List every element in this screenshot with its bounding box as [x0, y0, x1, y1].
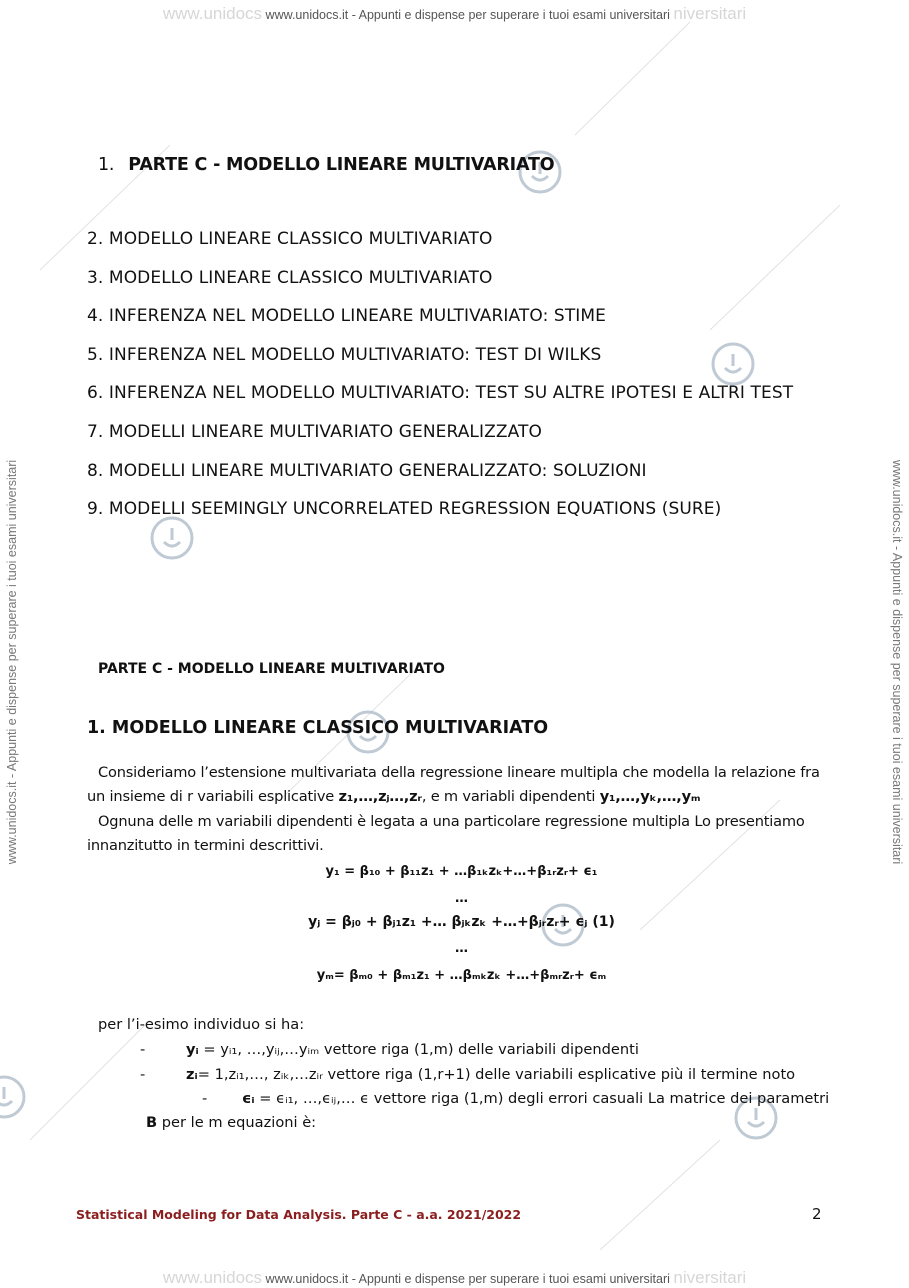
paragraph-text: per le m equazioni è: [157, 1114, 317, 1131]
bullet-item [202, 1090, 829, 1107]
equation-ellipsis: … [455, 891, 468, 906]
toc-main-number: 1. [98, 155, 115, 175]
toc-item: 5. INFERENZA NEL MODELLO MULTIVARIATO: TEST DI WILKS [87, 344, 602, 365]
bullet-text: = 1,zᵢ₁,…, zᵢₖ,…zᵢᵣ vettore riga (1,r+1) delle variabili esplicative più il termine noto [197, 1066, 796, 1083]
footer-course-title: Statistical Modeling for Data Analysis. Parte C - a.a. 2021/2022 [76, 1207, 522, 1222]
explanatory-vars: z₁,…,zⱼ…,zᵣ [338, 788, 422, 805]
paragraph-text: Ognuna delle m variabili dipendenti è legata a una particolare regressione multipla Lo presentiamo innanzitutto in termini descrittivi. [87, 813, 805, 854]
bullet-dash: - [140, 1041, 146, 1058]
equation-ellipsis: … [455, 941, 468, 956]
toc-list [87, 228, 793, 537]
paragraph-text: , e m variabli dipendenti [421, 788, 596, 805]
matrix-symbol: B [146, 1114, 158, 1131]
toc-item: 9. MODELLI SEEMINGLY UNCORRELATED REGRESSION EQUATIONS (SURE) [87, 499, 722, 520]
bullet-dash: - [202, 1090, 208, 1107]
toc-main-entry [98, 155, 554, 175]
bullet-term: zᵢ [186, 1066, 198, 1083]
bullet-term: yᵢ [186, 1041, 199, 1058]
watermark-ghost-right: niversitari [673, 1268, 747, 1287]
watermark-ghost-right: niversitari [673, 4, 747, 23]
paragraph-description [87, 810, 827, 858]
equation-j: yⱼ = βⱼ₀ + βⱼ₁z₁ +… βⱼₖzₖ +…+βⱼᵣzᵣ+ ϵⱼ (1) [308, 914, 615, 930]
toc-item: 3. MODELLO LINEARE CLASSICO MULTIVARIATO [87, 267, 493, 288]
toc-item: 2. MODELLO LINEARE CLASSICO MULTIVARIATO [87, 229, 493, 249]
dependent-vars: y₁,…,yₖ,…,yₘ [599, 788, 701, 805]
bullet-text: = ϵᵢ₁, …,ϵᵢⱼ,… ϵ vettore riga (1,m) degli errori casuali La matrice dei parametri [254, 1090, 830, 1107]
toc-item: 8. MODELLI LINEARE MULTIVARIATO GENERALIZZATO: SOLUZIONI [87, 460, 647, 481]
watermark-ghost-left: www.unidocs [162, 1268, 263, 1287]
watermark-side-left: www.unidocs.it - Appunti e dispense per superare i tuoi esami universitari [5, 459, 19, 865]
toc-item: 7. MODELLI LINEARE MULTIVARIATO GENERALIZZATO [87, 421, 542, 442]
unidocs-logo-icon [0, 1077, 24, 1117]
bullet-text: = yᵢ₁, …,yᵢⱼ,…yᵢₘ vettore riga (1,m) delle variabili dipendenti [198, 1041, 639, 1058]
bullet-term: ϵᵢ [242, 1090, 255, 1107]
bullet-item [140, 1041, 639, 1058]
paragraph-individual: per l’i-esimo individuo si ha: [98, 1016, 305, 1033]
toc-main-label: PARTE C - MODELLO LINEARE MULTIVARIATO [128, 155, 555, 175]
part-heading: PARTE C - MODELLO LINEARE MULTIVARIATO [98, 661, 445, 677]
toc-item: 6. INFERENZA NEL MODELLO MULTIVARIATO: TEST SU ALTRE IPOTESI E ALTRI TEST [87, 383, 794, 404]
watermark-ghost-left: www.unidocs [162, 4, 263, 23]
section-heading: 1. MODELLO LINEARE CLASSICO MULTIVARIATO [87, 718, 549, 738]
paragraph-intro [87, 761, 827, 809]
bullet-item [140, 1066, 795, 1083]
watermark-side-right: www.unidocs.it - Appunti e dispense per superare i tuoi esami universitari [890, 459, 904, 865]
equation-last: yₘ= βₘ₀ + βₘ₁z₁ + …βₘₖzₖ +…+βₘᵣzᵣ+ ϵₘ [316, 968, 607, 983]
bullet-dash: - [140, 1066, 146, 1083]
toc-item: 4. INFERENZA NEL MODELLO LINEARE MULTIVARIATO: STIME [87, 306, 607, 327]
page-number: 2 [812, 1205, 822, 1223]
watermark-text: www.unidocs.it - Appunti e dispense per superare i tuoi esami universitari [265, 1272, 670, 1286]
paragraph-text: Consideriamo l’estensione multivariata della regressione lineare multipla che modella la relazione fra un insieme di r variabili esplicative [87, 764, 820, 805]
equation-first: y₁ = β₁₀ + β₁₁z₁ + …β₁ₖzₖ+…+β₁ᵣzᵣ+ ϵ₁ [325, 864, 598, 879]
paragraph-continuation [146, 1114, 316, 1131]
watermark-text: www.unidocs.it - Appunti e dispense per superare i tuoi esami universitari [265, 8, 670, 22]
